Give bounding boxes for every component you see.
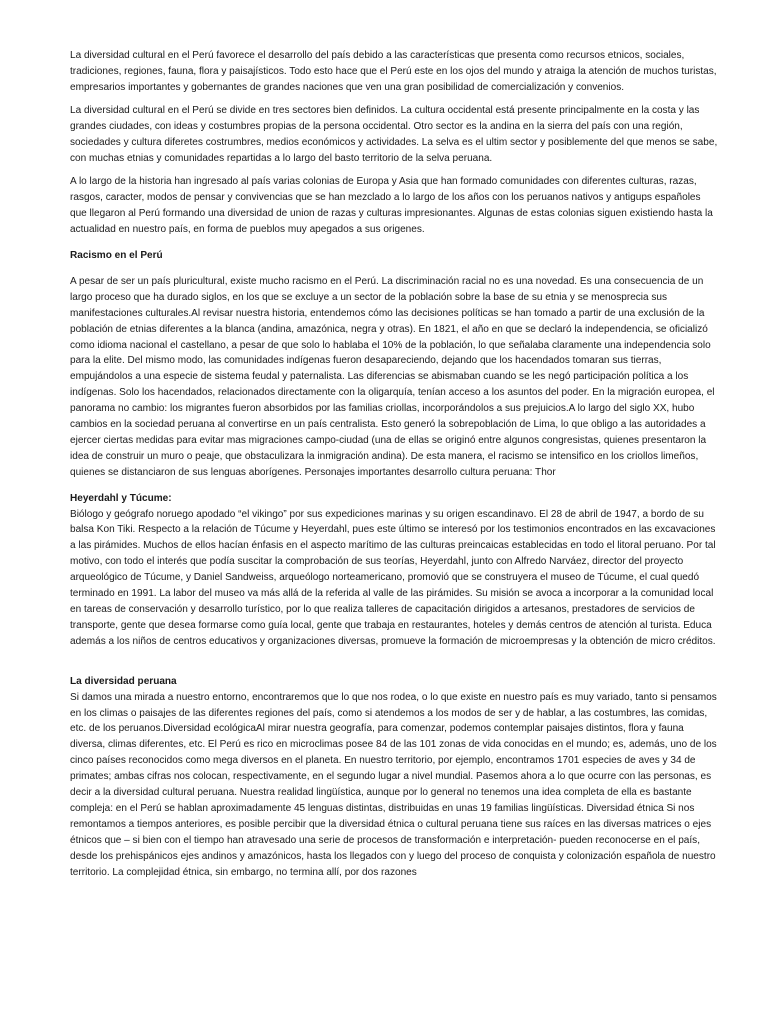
heading-racismo: Racismo en el Perú bbox=[70, 249, 163, 261]
paragraph-heyerdahl: Biólogo y geógrafo noruego apodado “el vikingo” por sus expediciones marinas y su origen escandinavo. El 28 de abril de 1947, a bordo de su balsa Kon Tiki. Respecto a la relación de Túcume y Heyerdahl, pues este último se interesó por los testimonios encontrados en las excavaciones a las pirámides. Muchos de ellos hacían énfasis en el aspecto marítimo de las culturas preincaicas establecidas en todo el litoral peruano. Por tal motivo, con todo el interés que podía suscitar la comprobación de sus teorías, Heyerdahl, junto con Alfredo Narváez, director del proyecto arqueológico de Túcume, y Daniel Sandweiss, arqueólogo norteamericano, promovió que se construyera el museo de Túcume, el cual quedó terminado en 1991. La labor del museo va más allá de la referida al valle de las pirámides. Su misión se avoca a incorporar a la comunidad local en tareas de conservación y desarrollo turístico, por lo que realiza talleres de capacitación dirigidos a artesanos, prestadores de servicios de transporte, gente que desea formarse como guía local, gente que trabaja en restaurantes, hoteles y demás centros de atención al turista. Educa además a los niños de centros educativos y organizaciones diversas, promueve la formación de microempresas y la obtención de micro créditos. bbox=[70, 508, 716, 647]
heading-diversidad: La diversidad peruana bbox=[70, 675, 177, 687]
paragraph-sectors: La diversidad cultural en el Perú se divide en tres sectores bien definidos. La cultura occidental está presente principalmente en la costa y las grandes ciudades, con ideas y costumbres propias de la persona occidental. Otro sector es la andina en la sierra del país con una región, sociedades y cultura diferetes costrumbres, medios económicos y actividades. La selva es el ultim sector y posiblemente del que menos se sabe, con muchas etnias y comunidades repartidas a lo largo del basto territorio de la selva peruana. bbox=[70, 105, 718, 164]
paragraph-diversidad: Si damos una mirada a nuestro entorno, encontraremos que lo que nos rodea, o lo que existe en nuestro país es muy variado, tanto si pensamos en los climas o paisajes de las diferentes regiones del país, como si atendemos a los modos de ser y de hablar, a las costumbres, las comidas, etc. de los peruanos.Diversidad ecológicaAl mirar nuestra geografía, para comenzar, podemos contemplar paisajes distintos, flora y fauna diversa, climas diferentes, etc. El Perú es rico en microclimas posee 84 de las 101 zonas de vida conocidas en el mundo; es, además, uno de los cinco países reconocidos como mega diversos en el planeta. En nuestro territorio, por ejemplo, encontramos 1701 especies de aves y 34 de primates; ambas cifras nos colocan, respectivamente, en el segundo lugar a nivel mundial. Pasemos ahora a lo que ocurre con las personas, es decir a la diversidad cultural peruana. Nuestra realidad lingüística, aunque por lo general no tenemos una idea completa de ella es bastante compleja: en el Perú se hablan aproximadamente 45 lenguas distintas, distribuidas en unas 19 familias lingüísticas. Diversidad étnica Si nos remontamos a tiempos anteriores, es posible percibir que la diversidad étnica o cultural peruana tiene sus raíces en las diversas matrices o ejes étnicos que – si bien con el tiempo han atravesado una serie de procesos de transformación e interpretación- pueden reconocerse en el país, desde los prehispánicos ejes andinos y amazónicos, hasta los llegados con y luego del proceso de conquista y colonización española de nuestro territorio. La complejidad étnica, sin embargo, no termina allí, por dos razones bbox=[70, 691, 717, 878]
paragraph-colonies: A lo largo de la historia han ingresado al país varias colonias de Europa y Asia que han formado comunidades con diferentes culturas, razas, rasgos, caracter, modos de pensar y convivencias que se han mezclado a lo largo de los años con los peruanos nativos y antigups españoles que llegaron al Perú formando una diversidad de union de razas y culturas impresionantes. Algunas de estas colonias siguen existiendo hasta la actualidad en nuestro país, en forma de pueblos muy apegados a sus origenes. bbox=[70, 176, 713, 236]
paragraph-intro: La diversidad cultural en el Perú favorece el desarrollo del país debido a las características que presenta como recursos etnicos, sociales, tradiciones, regiones, fauna, flora y paisajísticos. Todo esto hace que el Perú este en los ojos del mundo y atraiga la atención de muchos turistas, empresarios importantes y gobernantes de grandes naciones que ven una gran posibilidad de comercialización y convenios. bbox=[70, 50, 717, 93]
paragraph-racismo: A pesar de ser un país pluricultural, existe mucho racismo en el Perú. La discriminación racial no es una novedad. Es una consecuencia de un largo proceso que ha durado siglos, en los que se excluye a un sector de la población sobre la base de su etnia y se menosprecia sus manifestaciones culturales.Al revisar nuestra historia, entendemos cómo las decisiones políticas se han tomado a partir de una exclusión de la población de etnias diferentes a la blanca (andina, amazónica, negra y otras). En 1821, el año en que se declaró la independencia, se oficializó como idioma nacional el castellano, a pesar de que solo lo hablaba el 10% de la población, lo que señalaba claramente una independencia solo para la elite. Del mismo modo, las comunidades indígenas fueron desapareciendo, dejando que los hacendados tomaran sus tierras, empujándolos a una especie de sistema feudal y paternalista. Las diferencias se abismaban cuando se les negó participación política a los indígenas. Solo los hacendados, relacionados directamente con la oligarquía, tenían acceso a los asuntos del poder. En la migración europea, el panorama no cambio: los migrantes fueron absorbidos por las familias criollas, incorporándolos a sus prejuicios.A lo largo del siglo XX, hubo cambios en la sociedad peruana al convertirse en un país centralista. Esto generó la sobrepoblación de Lima, lo que obligo a las autoridades a ejercer ciertas medidas para evitar mas migraciones campo-ciudad (una de ellas se originó entre algunos congresistas, quienes presentaron la idea de construir un muro o peaje, que obstaculizara la inmigración andina). De esta manera, el racismo se intensifico en los criollos limeños, quienes se distanciaron de sus lenguas aborígenes. Personajes importantes desarrollo cultura peruana: Thor bbox=[70, 275, 715, 478]
document-page bbox=[70, 48, 720, 881]
heading-heyerdahl: Heyerdahl y Túcume: bbox=[70, 492, 172, 504]
